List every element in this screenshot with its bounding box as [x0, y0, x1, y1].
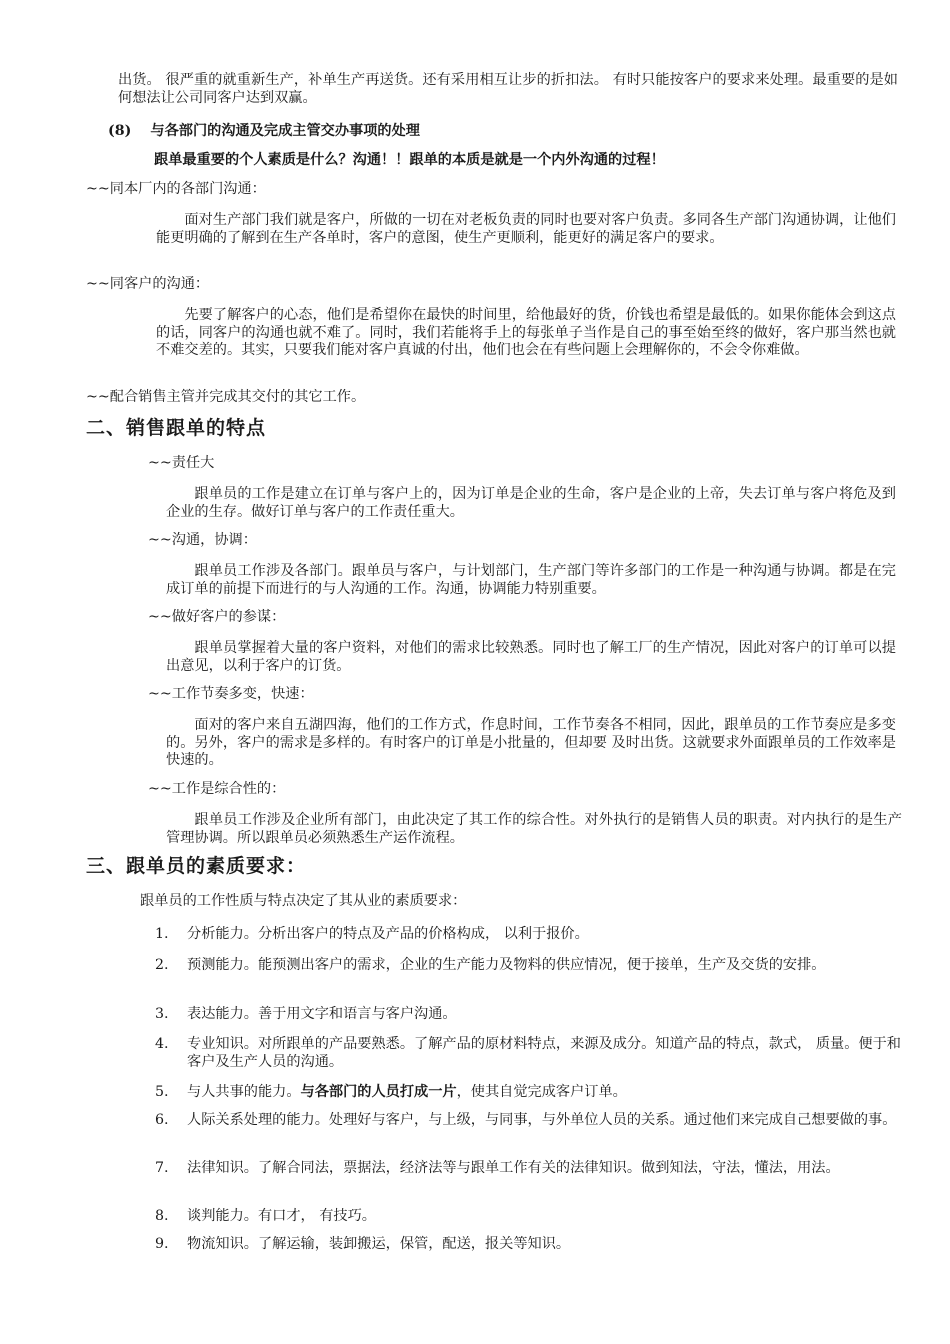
section3-lead: 跟单员的工作性质与特点决定了其从业的素质要求：	[140, 893, 467, 909]
item-number: 7.	[155, 1160, 169, 1176]
point-heading: ~~责任大	[148, 455, 215, 471]
point-body: 面对的客户来自五湖四海，他们的工作方式，作息时间，工作节奏各不相同，因此，跟单员的工作节奏应是多变的。另外，客户的需求是多样的。有时客户的订单是小批量的，但却要 及时出货。这就要求外面跟单员的工作效率是快速的。	[166, 717, 896, 768]
customer-communication-body: 先要了解客户的心态，他们是希望你在最快的时间里，给他最好的货，价钱也希望是最低的。如果你能体会到这点的话，同客户的沟通也就不难了。同时，我们若能将手上的每张单子当作是自己的事至始至终的做好，客户那当然也就不难交差的。其实，只要我们能对客户真诚的付出，他们也会在有些问题上会理解你的，不会令你难做。	[156, 307, 896, 358]
item8-heading: (8) 与各部门的沟通及完成主管交办事项的处理	[108, 123, 420, 139]
intro-paragraph: 出货。 很严重的就重新生产，补单生产再送货。还有采用相互让步的折扣法。 有时只能按客户的要求来处理。最重要的是如何想法让公司同客户达到双赢。	[118, 72, 898, 106]
item-number: 5.	[155, 1084, 169, 1100]
point-heading: ~~做好客户的参谋：	[148, 609, 286, 625]
item8-emphasis: 跟单最重要的个人素质是什么？沟通！！跟单的本质是就是一个内外沟通的过程！	[154, 152, 665, 168]
internal-communication-heading: ~~同本厂内的各部门沟通：	[86, 181, 266, 197]
item-text: 分析能力。分析出客户的特点及产品的价格构成， 以利于报价。	[187, 926, 589, 942]
item-text-part: ，使其自觉完成客户订单。	[456, 1084, 627, 1100]
customer-communication-heading: ~~同客户的沟通：	[86, 276, 210, 292]
point-body: 跟单员工作涉及各部门。跟单员与客户，与计划部门，生产部门等许多部门的工作是一种沟通与协调。都是在完成订单的前提下而进行的与人沟通的工作。沟通，协调能力特别重要。	[166, 563, 896, 597]
item-text	[187, 1084, 901, 1102]
item-number: 6.	[155, 1112, 169, 1128]
item-text-part: 与人共事的能力。	[187, 1084, 301, 1100]
point-heading: ~~沟通，协调：	[148, 532, 257, 548]
section3-title: 三、跟单员的素质要求：	[86, 855, 307, 877]
internal-communication-body: 面对生产部门我们就是客户，所做的一切在对老板负责的同时也要对客户负责。多同各生产部门沟通协调，让他们能更明确的了解到在生产各单时，客户的意图，使生产更顺利，能更好的满足客户的要求。	[156, 212, 896, 246]
requirements-list	[0, 926, 950, 1256]
point-body: 跟单员掌握着大量的客户资料，对他们的需求比较熟悉。同时也了解工厂的生产情况，因此对客户的订单可以提出意见，以利于客户的订货。	[166, 640, 896, 674]
item-text-emphasis: 与各部门的人员打成一片	[300, 1084, 457, 1100]
item-number: 8.	[155, 1208, 169, 1224]
item-number: 4.	[155, 1036, 169, 1052]
item-number: 1.	[155, 926, 169, 942]
item-text: 表达能力。善于用文字和语言与客户沟通。	[187, 1006, 457, 1022]
other-tasks-heading: ~~配合销售主管并完成其交付的其它工作。	[86, 389, 366, 405]
item-text: 人际关系处理的能力。处理好与客户，与上级，与同事，与外单位人员的关系。通过他们来完成自己想要做的事。	[187, 1112, 897, 1128]
item-number: 9.	[155, 1236, 169, 1252]
section2-title: 二、销售跟单的特点	[86, 417, 267, 439]
item-text: 物流知识。了解运输，装卸搬运，保管，配送，报关等知识。	[187, 1236, 571, 1252]
item-text: 专业知识。对所跟单的产品要熟悉。了解产品的原材料特点，来源及成分。知道产品的特点，款式， 质量。便于和客户及生产人员的沟通。	[187, 1036, 901, 1070]
item-text: 法律知识。了解合同法，票据法，经济法等与跟单工作有关的法律知识。做到知法，守法，懂法，用法。	[187, 1160, 840, 1176]
item-text: 预测能力。能预测出客户的需求，企业的生产能力及物料的供应情况，便于接单，生产及交货的安排。	[187, 957, 826, 973]
point-body: 跟单员工作涉及企业所有部门，由此决定了其工作的综合性。对外执行的是销售人员的职责。对内执行的是生产管理协调。所以跟单员必须熟悉生产运作流程。	[166, 812, 902, 846]
item-number: 2.	[155, 957, 169, 973]
point-body: 跟单员的工作是建立在订单与客户上的，因为订单是企业的生命，客户是企业的上帝，失去订单与客户将危及到企业的生存。做好订单与客户的工作责任重大。	[166, 486, 896, 520]
point-heading: ~~工作节奏多变，快速：	[148, 686, 314, 702]
item-text: 谈判能力。有口才， 有技巧。	[187, 1208, 376, 1224]
point-heading: ~~工作是综合性的：	[148, 781, 286, 797]
item-number: 3.	[155, 1006, 169, 1022]
